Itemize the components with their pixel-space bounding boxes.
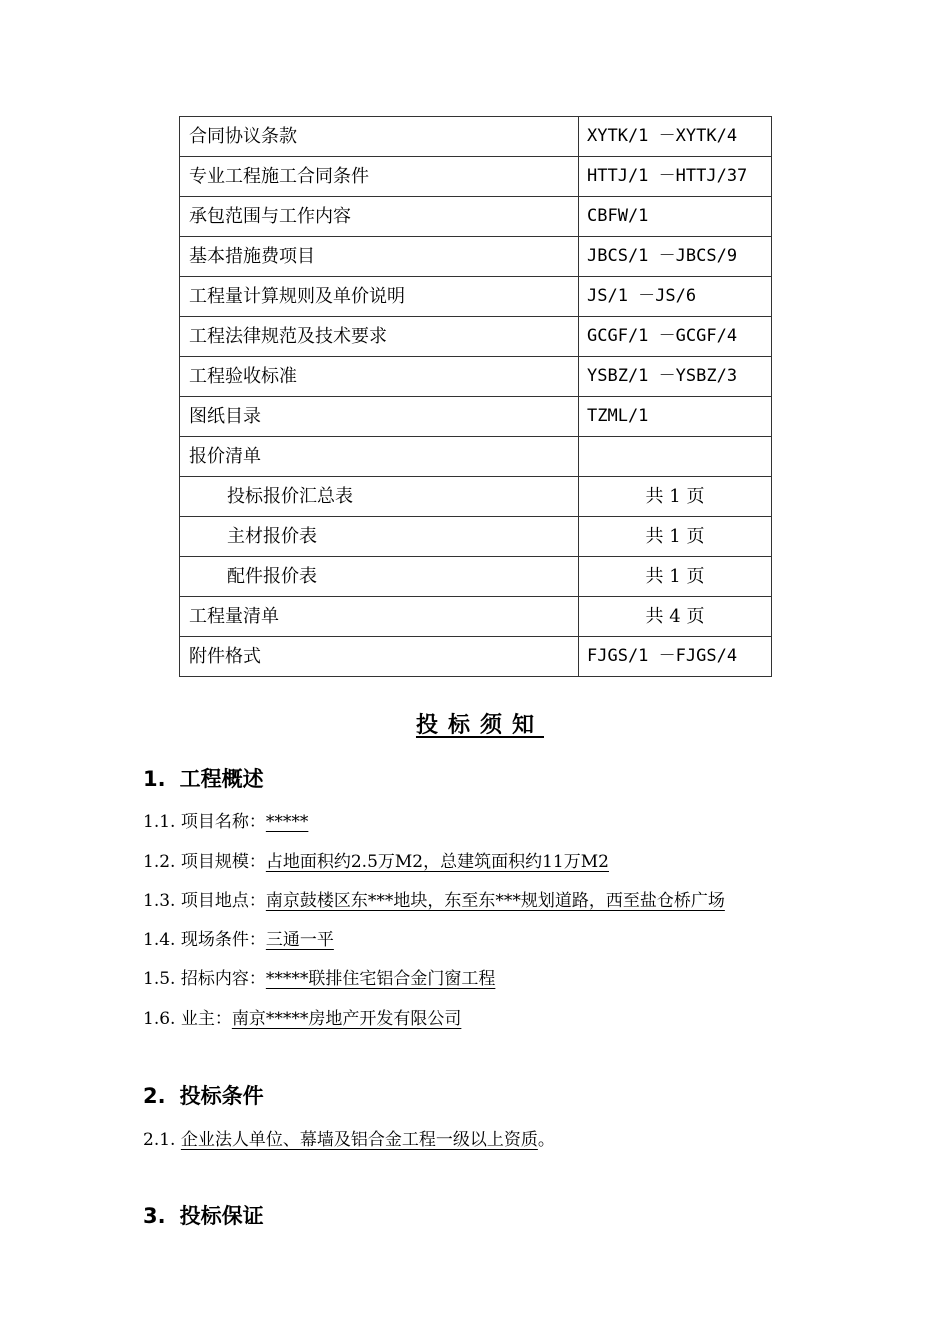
list-item xyxy=(143,886,725,911)
row-page-count: 共 4 页 xyxy=(579,597,772,637)
list-item xyxy=(143,847,609,872)
item-label: 项目规模： xyxy=(180,852,266,872)
row-ref: YSBZ/1 －YSBZ/3 xyxy=(579,357,772,397)
table-row xyxy=(180,477,772,517)
section-number: 2. xyxy=(143,1084,166,1108)
table-row xyxy=(180,277,772,317)
row-label: 图纸目录 xyxy=(180,397,579,437)
table-row xyxy=(180,157,772,197)
item-value: 南京*****房地产开发有限公司 xyxy=(231,1009,462,1029)
item-value: 南京鼓楼区东***地块，东至东***规划道路，西至盐仓桥广场 xyxy=(265,891,725,911)
section-heading xyxy=(143,1080,264,1110)
row-ref: JS/1 －JS/6 xyxy=(579,277,772,317)
row-ref: XYTK/1 －XYTK/4 xyxy=(579,117,772,157)
row-label: 附件格式 xyxy=(180,637,579,677)
item-number: 1.5. xyxy=(143,969,176,989)
section-number: 1. xyxy=(143,767,166,791)
row-label: 基本措施费项目 xyxy=(180,237,579,277)
item-suffix: 。 xyxy=(537,1130,555,1150)
item-value: 企业法人单位、幕墙及铝合金工程一级以上资质 xyxy=(180,1130,538,1150)
table-row xyxy=(180,517,772,557)
list-item xyxy=(143,1125,555,1150)
item-label: 项目地点： xyxy=(180,891,266,911)
section-number: 3. xyxy=(143,1204,166,1228)
item-value: 占地面积约2.5万M2，总建筑面积约11万M2 xyxy=(265,852,609,872)
list-item xyxy=(143,807,308,832)
table-row xyxy=(180,317,772,357)
item-number: 1.1. xyxy=(143,812,176,832)
row-page-count: 共 1 页 xyxy=(579,517,772,557)
row-ref: GCGF/1 －GCGF/4 xyxy=(579,317,772,357)
row-label: 工程量计算规则及单价说明 xyxy=(180,277,579,317)
list-item xyxy=(143,964,495,989)
item-label: 项目名称： xyxy=(180,812,266,832)
list-item xyxy=(143,925,334,950)
item-label: 招标内容： xyxy=(180,969,266,989)
item-label: 现场条件： xyxy=(180,930,266,950)
item-value: ***** xyxy=(265,812,309,832)
contents-table xyxy=(179,116,772,677)
row-page-count: 共 1 页 xyxy=(579,477,772,517)
row-label: 专业工程施工合同条件 xyxy=(180,157,579,197)
section-title: 投标保证 xyxy=(179,1204,264,1228)
row-label: 主材报价表 xyxy=(180,517,579,557)
document-title xyxy=(0,708,950,739)
row-ref: CBFW/1 xyxy=(579,197,772,237)
table-row xyxy=(180,357,772,397)
row-label: 工程量清单 xyxy=(180,597,579,637)
table-row xyxy=(180,437,772,477)
row-label: 配件报价表 xyxy=(180,557,579,597)
row-label: 报价清单 xyxy=(180,437,579,477)
row-ref: FJGS/1 －FJGS/4 xyxy=(579,637,772,677)
list-item xyxy=(143,1004,461,1029)
section-title: 投标条件 xyxy=(179,1084,264,1108)
table-row xyxy=(180,637,772,677)
document-title-text: 投标须知 xyxy=(415,713,544,738)
section-heading xyxy=(143,763,264,793)
item-number: 2.1. xyxy=(143,1130,176,1150)
row-ref: HTTJ/1 －HTTJ/37 xyxy=(579,157,772,197)
item-number: 1.3. xyxy=(143,891,176,911)
row-page-count: 共 1 页 xyxy=(579,557,772,597)
section-title: 工程概述 xyxy=(179,767,264,791)
item-value: *****联排住宅铝合金门窗工程 xyxy=(265,969,496,989)
section-heading xyxy=(143,1200,264,1230)
table-row xyxy=(180,397,772,437)
row-ref: JBCS/1 －JBCS/9 xyxy=(579,237,772,277)
item-label: 业主： xyxy=(180,1009,232,1029)
row-label: 投标报价汇总表 xyxy=(180,477,579,517)
table-row xyxy=(180,597,772,637)
row-label: 承包范围与工作内容 xyxy=(180,197,579,237)
row-label: 工程法律规范及技术要求 xyxy=(180,317,579,357)
item-number: 1.2. xyxy=(143,852,176,872)
row-ref: TZML/1 xyxy=(579,397,772,437)
row-label: 合同协议条款 xyxy=(180,117,579,157)
item-number: 1.4. xyxy=(143,930,176,950)
table-row xyxy=(180,557,772,597)
table-row xyxy=(180,237,772,277)
table-row xyxy=(180,117,772,157)
item-value: 三通一平 xyxy=(265,930,334,950)
row-label: 工程验收标准 xyxy=(180,357,579,397)
item-number: 1.6. xyxy=(143,1009,176,1029)
row-ref xyxy=(579,437,772,477)
table-row xyxy=(180,197,772,237)
